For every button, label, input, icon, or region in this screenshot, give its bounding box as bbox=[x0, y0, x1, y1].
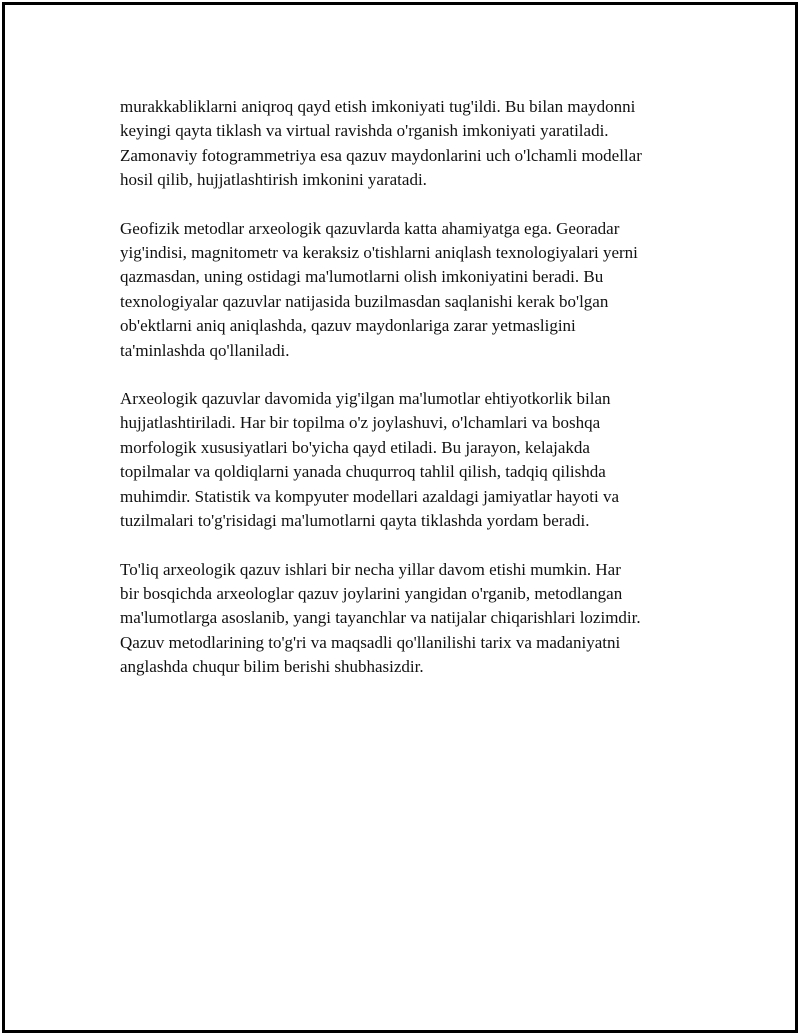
text-line: hosil qilib, hujjatlashtirish imkonini yaratadi. bbox=[120, 170, 427, 190]
text-line: Geofizik metodlar arxeologik qazuvlarda katta ahamiyatga ega. Georadar bbox=[120, 218, 620, 238]
text-line: murakkabliklarni aniqroq qayd etish imkoniyati tug'ildi. Bu bilan maydonni bbox=[120, 97, 636, 116]
text-line: ma'lumotlarga asoslanib, yangi tayanchlar va natijalar chiqarishlari lozimdir. bbox=[120, 608, 641, 628]
text-line: morfologik xususiyatlari bo'yicha qayd etiladi. Bu jarayon, kelajakda bbox=[120, 437, 590, 457]
text-line: topilmalar va qoldiqlarni yanada chuqurroq tahlil qilish, tadqiq qilishda bbox=[120, 462, 606, 482]
paragraph-4 bbox=[120, 558, 700, 680]
text-line: anglashda chuqur bilim berishi shubhasizdir. bbox=[120, 657, 424, 677]
text-line: ta'minlashda qo'llaniladi. bbox=[120, 340, 290, 360]
text-line: Zamonaviy fotogrammetriya esa qazuv maydonlarini uch o'lchamli modellar bbox=[120, 145, 642, 165]
paragraph-1 bbox=[120, 95, 700, 193]
text-line: tuzilmalari to'g'risidagi ma'lumotlarni qayta tiklashda yordam beradi. bbox=[120, 511, 590, 531]
text-line: bir bosqichda arxeologlar qazuv joylarini yangidan o'rganib, metodlangan bbox=[120, 583, 623, 603]
text-line: keyingi qayta tiklash va virtual ravishda o'rganish imkoniyati yaratiladi. bbox=[120, 121, 609, 141]
paragraph-3 bbox=[120, 387, 700, 533]
text-line: Arxeologik qazuvlar davomida yig'ilgan ma'lumotlar ehtiyotkorlik bilan bbox=[120, 389, 611, 409]
paragraph-2 bbox=[120, 217, 700, 363]
text-line: Qazuv metodlarining to'g'ri va maqsadli qo'llanilishi tarix va madaniyatni bbox=[120, 632, 621, 652]
text-line: hujjatlashtiriladi. Har bir topilma o'z joylashuvi, o'lchamlari va boshqa bbox=[120, 413, 601, 433]
text-line: To'liq arxeologik qazuv ishlari bir necha yillar davom etishi mumkin. Har bbox=[120, 559, 621, 579]
document-body bbox=[120, 95, 700, 704]
text-line: ob'ektlarni aniq aniqlashda, qazuv maydonlariga zarar yetmasligini bbox=[120, 316, 576, 336]
text-line: qazmasdan, uning ostidagi ma'lumotlarni olish imkoniyatini beradi. Bu bbox=[120, 267, 604, 287]
text-line: muhimdir. Statistik va kompyuter modellari azaldagi jamiyatlar hayoti va bbox=[120, 486, 620, 506]
text-line: yig'indisi, magnitometr va keraksiz o'tishlarni aniqlash texnologiyalari yerni bbox=[120, 243, 638, 263]
text-line: texnologiyalar qazuvlar natijasida buzilmasdan saqlanishi kerak bo'lgan bbox=[120, 291, 609, 311]
document-page bbox=[2, 2, 798, 1033]
